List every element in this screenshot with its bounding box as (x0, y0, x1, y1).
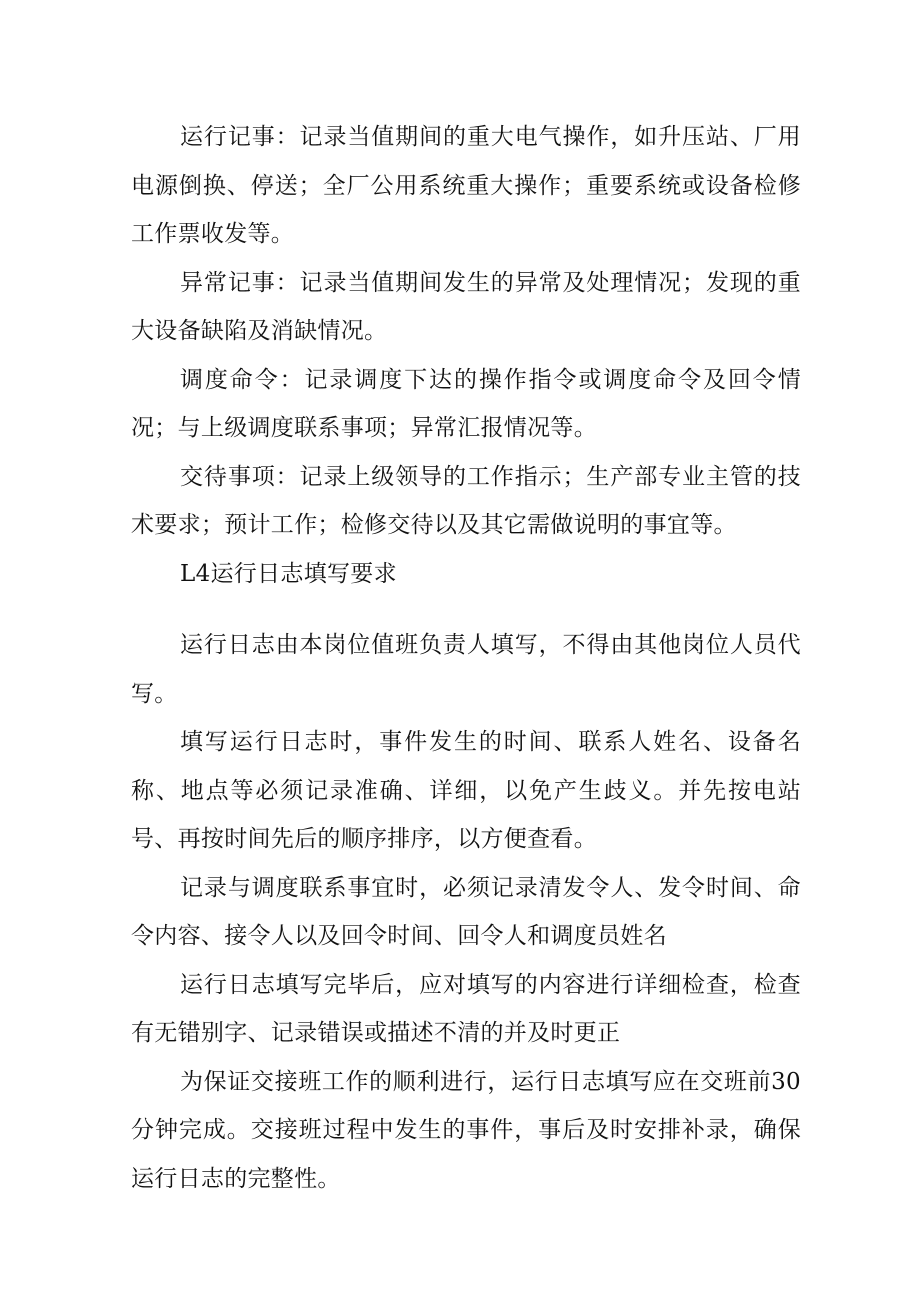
paragraph-log-author: 运行日志由本岗位值班负责人填写，不得由其他岗位人员代写。 (131, 632, 801, 707)
paragraph-log-details: 填写运行日志时，事件发生的时间、联系人姓名、设备名称、地点等必须记录准确、详细，以免产生歧义。并先按电站号、再按时间先后的顺序排序，以方便查看。 (131, 729, 801, 852)
section-heading: L4运行日志填写要求 (180, 560, 397, 587)
paragraph-dispatch-commands: 调度命令：记录调度下达的操作指令或调度命令及回令情况；与上级调度联系事项；异常汇报情况等。 (131, 366, 801, 441)
document-body (131, 113, 801, 1203)
paragraph-operation-notes: 运行记事：记录当值期间的重大电气操作，如升压站、厂用电源倒换、停送；全厂公用系统重大操作；重要系统或设备检修工作票收发等。 (131, 124, 801, 247)
paragraph-log-deadline: 为保证交接班工作的顺利进行，运行日志填写应在交班前30分钟完成。交接班过程中发生的事件，事后及时安排补录，确保运行日志的完整性。 (131, 1068, 801, 1192)
paragraph-handover-items: 交待事项：记录上级领导的工作指示；生产部专业主管的技术要求；预计工作；检修交待以及其它需做说明的事宜等。 (131, 463, 801, 538)
paragraph-dispatch-records: 记录与调度联系事宜时，必须记录清发令人、发令时间、命令内容、接令人以及回令时间、回令人和调度员姓名 (131, 874, 801, 949)
paragraph-log-review: 运行日志填写完毕后，应对填写的内容进行详细检查，检查有无错别字、记录错误或描述不清的并及时更正 (131, 971, 801, 1046)
paragraph-abnormal-notes: 异常记事：记录当值期间发生的异常及处理情况；发现的重大设备缺陷及消缺情况。 (131, 269, 801, 344)
